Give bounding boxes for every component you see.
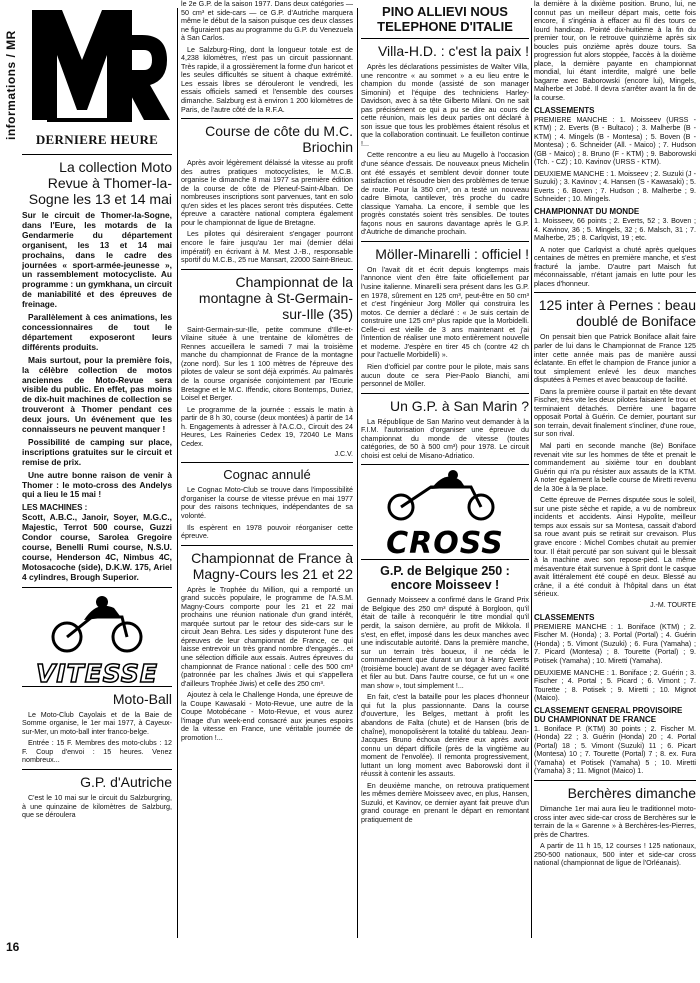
moller-text: On l'avait dit et écrit depuis longtemps mais l'annonce vient d'en être faite officiellement par l'usine italienne. Minarelli sera présent dans les G.P. en 1978, sûrement en 125 cm³, peut-être en 50 cm³ et c'est l'ingénieur Jorg Möller qui construira les motos. Ce dernier a déclaré : « Je suis certain de construire une 125 cm³ plus rapide que la Morbidelli. Celle-ci est vieille de 3 ans maintenant et j'ai l'intention de réaliser une moto entièrement nouvelle et moderne. J'espère en tirer 45 ch (contre 42 ch pour l'actuelle Morbidelli) ». <box>361 265 529 360</box>
vitesse-illustration <box>22 592 172 688</box>
column-1 <box>22 0 172 823</box>
pernes-manche1: PREMIERE MANCHE : 1. Boniface (KTM) ; 2. Fischer M. (Honda) ; 3. Portal (Portal) ; 4. Guérin (Honda) ; 5. Vimont (Suzuki) ; 6. Fura (Yamaha) ; 7. Picard (Montesa) ; 8. Tourette (Portal) ; 9. Potisek (Yamaha) ; 10. Miretti (Yamaha). <box>534 622 696 665</box>
page-number: 16 <box>6 940 20 954</box>
pernes-title: 125 inter à Pernes : beau doublé de Boniface <box>538 297 696 330</box>
collection-title: La collection Moto Revue à Thomer-la-Sogne les 13 et 14 mai <box>28 159 172 207</box>
divider <box>181 269 353 270</box>
column-3 <box>361 0 529 828</box>
magny-text: Ajoutez à cela le Challenge Honda, une épreuve de la Coupe Kawasaki - Moto-Revue, une autre de la Coupe Motobécane - Moto-Revue, et vous aurez l'image d'un week-end consacré aux jeunes espoirs de la vitesse en France, une véritable journée de promotion !... <box>181 691 353 742</box>
sanmarin-text: La République de San Marino veut demander à la F.I.M. l'autorisation d'organiser une épreuve du championnat du monde de vitesse (toutes catégories, de 50 à 500 cm³) pour 1978. Le circuit choisi est celui de Misano-Adriatico. <box>361 417 529 460</box>
belgique-text: Gennady Moisseev a confirmé dans le Grand Prix de Belgique des 250 cm³ disputé à Borgloon, qu'il était de taille à reconquérir le titre mondial qu'il perdit, la saison dernière, au profit de Mikkola. Il s'est, en effet, imposé dans les deux manches avec une indiscutable autorité. Dans la première manche, sur un terrain très boueux, il ne céda le commandement que durant un tour à Harry Everts (troisième boucle) avant de se dégager avec facilité et filer au but. Dans l'autre course, ce fut un « one man show », tout simplement !... <box>361 596 529 690</box>
world-standings: 1. Moisseev, 66 points ; 2. Everts, 52 ; 3. Boven ; 4. Kavinov, 36 ; 5. Mingels, 32 ; 6. Malsch, 31 ; 7. Malherbe, 25 ; 8. Carlqvist, 19 ; etc. <box>534 217 696 243</box>
divider <box>361 241 529 242</box>
autriche-text: Le Salzburg-Ring, dont la longueur totale est de 4,238 kilomètres, n'est pas un circuit passionnant. Très rapide, il a grossièrement la forme d'un haricot et les seules difficultés se situent à chaque extrémité. Les essais libres se dérouleront le vendredi, les essais officiels samedi et l'ensemble des courses dimanche. Salzburg est à environ 1 200 kilomètres de Paris, de l'autre côté de la R.F.A. <box>181 45 353 114</box>
logo-caption: DERNIERE HEURE <box>35 132 159 147</box>
france-standings: 1. Boniface P. (KTM) 30 points ; 2. Fischer M. (Honda) 22 ; 3. Guérin (Honda) 20 ; 4. Portal (Portal) 18 ; 5. Vimont (Suzuki) 11 ; 6. Picart (Montesa) 10 ; 7. Tourette (Portal) 7 ; 8. ex. Fura (Yamaha) et Potisek (Yamaha) 5 ; 10. Miretti (Yamaha) 3 ; 11. Mignot (Maico) 1. <box>534 724 696 776</box>
pernes-manche2: DEUXIEME MANCHE : 1. Boniface ; 2. Guérin ; 3. Fischer ; 4. Portal ; 5. Picard ; 6. Vimont ; 7. Tourette ; 8. Potisek ; 9. Miretti ; 10. Mignot (Maico). <box>534 668 696 703</box>
vitesse-banner: VITESSE <box>36 658 158 688</box>
belgique-title: G.P. de Belgique 250 : encore Moisseev ! <box>380 564 510 593</box>
moller-text: Rien d'officiel par contre pour le pilote, mais sans aucun doute ce sera Pier-Paolo Bianchi, ami personnel de Möller. <box>361 362 529 389</box>
machines-title: LES MACHINES : <box>22 503 88 513</box>
collection-text: Une autre bonne raison de venir à Thomer : le moto-cross des Andelys qui a lieu le 15 mai ! <box>22 469 172 500</box>
section-label-text: informations / MR <box>4 30 18 140</box>
machines-list: Scott, A.B.C., Janoir, Soyer, M.G.C., Majestic, Terrot 500 course, Guzzi Condor course, Sarolea Gregoire course, Benelli Rumi course, N.S.U. course, Henderson 4C, Nimbus 4C, Motosacoche (side), D.K.W. 175, Ariel 4 cylindres, Brough Superior. <box>22 512 172 582</box>
motoball-text: Entrée : 15 F. Membres des moto-clubs : 12 F. Coup d'envoi : 15 heures. Venez nombreux... <box>22 739 172 765</box>
divider <box>181 118 353 119</box>
cross-banner: CROSS <box>386 526 504 562</box>
divider <box>22 154 172 155</box>
collection-lead: Sur le circuit de Thomer-la-Sogne, dans l'Eure, les motards de la Gendarmerie du département organisent, les 13 et 14 mai prochains, dans le cadre des journées « sport-armée-jeunesse », un rassemblement motocycliste. Au programme : un gymkhana, un circuit de maniabilité et des épreuves de freinage. <box>22 210 172 310</box>
belgique-manche1: PREMIERE MANCHE : 1. Moisseev (URSS - KTM) ; 2. Everts (B - Bultaco) ; 3. Malherbe (B - KTM) ; 4. Mingels (B - Montesa) ; 5. Boven (B - Montesa) ; 6. Schneider (All. - Maico) ; 7. Hudson (GB - Maico) ; 8. Bruno (F - KTM) ; 9. Baborowski (Tch. - CZ) ; 10. Kavinov (URSS - KTM). <box>534 115 696 167</box>
villa-text: Cette rencontre a eu lieu au Mugello à l'occasion d'une séance d'essais. De nouveaux pneus Michelin ont été essayés et semblent devoir donner toute satisfaction et résoudre bien des problèmes de tenue de route. Pour la 350 cm³, on a testé un nouveau cadre Bimota, cantilever, très proche du cadre classique Yamaha. La encore, il semble que les progrès constatés soient très sensibles. De toutes façons nous en saurons davantage après le G.P. d'Autriche de dimanche prochain. <box>361 151 529 237</box>
divider <box>361 38 529 39</box>
france-standings-title: CLASSEMENT GENERAL PROVISOIRE DU CHAMPIONNAT DE FRANCE <box>534 705 683 724</box>
magny-title: Championnat de France à Magny-Cours les 21 et 22 <box>191 549 353 582</box>
berchere-title: Berchères dimanche <box>567 785 696 802</box>
pernes-results-title: CLASSEMENTS <box>534 612 595 622</box>
section-label <box>4 20 20 140</box>
berchere-text: Dimanche 1er mai aura lieu le traditionnel moto-cross inter avec side-car cross de Berchères sur le terrain de la « Garenne » à Berchères-les-Pierres, près de Chartres. <box>534 805 696 839</box>
pernes-text: Dans la première course il partait en tête devant Fischer, très vite les deux pilotes faisaient le trou et terminaient détachés. Derrière une bagarre opposait Portal à Guérin. Ce dernier, pourtant sur son terrain, devait finalement s'incliner, d'une roue, sur son rival. <box>534 387 696 439</box>
motoball-text: Le Moto-Club Cayolais et de la Baie de Somme organise, le 1er mai 1977, à Cayeux-sur-Mer, un moto-ball inter franco-belge. <box>22 710 172 736</box>
villa-text: Après les déclarations pessimistes de Walter Villa, une rencontre « au sommet » a eu lieu entre le champion du monde (assisté de son manager Simonini) et l'équipe des techniciens Harley-Davidson, avec à sa tête Gilberto Milani. On ne sait pas précisément ce qui a pu se dire au cours de cette réunion, mais les deux parties ont déclaré à son issue que tous les problèmes étaient résolus et que la collaboration continuait. Le feuilleton continue !... <box>361 63 529 148</box>
column-rule <box>531 8 532 938</box>
montagne-title: Championnat de la montagne à St-Germain-sur-Ille (35) <box>198 273 353 322</box>
collection-text: Possibilité de camping sur place, inscriptions gratuites sur le circuit et remise de prix. <box>22 436 172 467</box>
pernes-signature: J.-M. TOURTE <box>650 601 696 609</box>
belgique-results-title: CLASSEMENTS <box>534 105 595 115</box>
sanmarin-title: Un G.P. à San Marin ? <box>389 397 529 414</box>
magny-text: Après le Trophée du Million, qui a remporté un grand succès populaire, le programme de l'A.S.M. Magny-Cours comporte pour les 21 et 22 mai prochains une réunion nationale d'un grand intérêt, marquée surtout par le retour des side-cars sur le circuit Jean Behra. Les sides y disputeront l'une des épreuves de leur championnat de France, ce qui laisse entrevoir un très grand nombre d'engagés... et une sélection difficile aux essais. Autres épreuves du championnat de France national : celle des 500 cm³ (patronnée par les chaînes Jiwis et qui s'appellera d'ailleurs Trophée Jiwis) et celle des 250 cm³. <box>181 585 353 688</box>
cognac-text: Ils espèrent en 1978 pouvoir réorganiser cette épreuve. <box>181 523 353 541</box>
briochin-text: Après avoir légèrement délaissé la vitesse au profit des autres pratiques motocyclistes, le M.C.B. organise le dimanche 8 mai 1977 sa première édition de la course de côte de Pleneuf-Saint-Alban. De nombreuses inscriptions sont parvenues, tant en solo qu'en sides et les places seront très disputées. Cette épreuve a caractère national comptera également pour le championnat de ligue de Bretagne. <box>181 159 353 227</box>
cognac-title: Cognac annulé <box>223 467 311 483</box>
divider <box>534 292 696 293</box>
briochin-text: Les pilotes qui désireraient s'engager pourront encore le faire jusqu'au 1er mai (dernier délai impératif) en écrivant à M. Mest J.-B., responsable sportif du M.C.B., 25 rue Mansart, 22000 Saint-Brieuc. <box>181 230 353 265</box>
belgique-text: En deuxième manche, on retrouva pratiquement les mêmes derrière Moisseev avec, en plus, Hansen, Suzuki, et Kavinov, ce dernier ayant fait preuve d'un grand courage en prenant le départ en remontant pratiquement de <box>361 781 529 824</box>
column-rule <box>177 8 178 938</box>
berchere-text: A partir de 11 h 15, 12 courses ! 125 nationaux, 250-500 nationaux, 500 inter et side-car cross national (championnat de ligue de l'Orléanais). <box>534 842 696 868</box>
belgique-text: En fait, c'est la bataille pour les places d'honneur qui fut la plus passionnante. Dans la course d'ouverture, les Belges, mettant à profit les abandons de Falta (chute) et de Hansen (bris de chaîne), monopolisèrent la totalité du tableau. Jean-Jacques Bruno échoua derrière eux après avoir connu un départ difficile (près de la vingtième au moment de l'envolée). Il remonta progressivement, luttant un long moment avec Baborowski dont il réussit à contenir les assauts. <box>361 693 529 779</box>
montagne-signature: J.C.V. <box>334 451 353 459</box>
villa-title: Villa-H.D. : c'est la paix ! <box>377 43 529 59</box>
cognac-text: Le Cognac Moto-Club se trouve dans l'impossibilité d'organiser la course de vitesse prévue en mai 1977 pour des raisons techniques, indépendantes de sa volonté. <box>181 486 353 520</box>
divider <box>181 462 353 463</box>
divider <box>361 393 529 394</box>
pernes-text: Mal parti en seconde manche (8e) Boniface revenait vite sur les hommes de tête et prenait le commandement au sixième tour en doublant Guérin qui n'a pu résister aux assauts de la KTM. A noter également la belle course de Miretti revenu de la 30e à la 9e place. <box>534 441 696 493</box>
motorcycle-racer-icon <box>22 592 172 654</box>
divider <box>181 545 353 546</box>
column-rule <box>357 8 358 938</box>
collection-text: Parallèlement à ces animations, les concessionnaires de tout le département exposeront leurs différents produits. <box>22 312 172 352</box>
column-4 <box>534 0 696 871</box>
autriche-text: le 2e G.P. de la saison 1977. Dans deux catégories — 50 cm³ et side-cars — ce G.P. d'Autriche marquera même le début de la saison puisque ces deux classes ne figuraient pas au programme du G.P. du Venezuela à San Carlos. <box>181 0 353 43</box>
motoball-title: Moto-Ball <box>112 690 172 707</box>
belgique-cont-text: la dernière à la dixième position. Bruno, lui, ne connut pas un meilleur départ mais, cette fois encore, il s'ingénia à effacer au fil des tours ce lourd handicap. Pointé dix-huitième à la fin du premier tour, on le retrouve quinzième après six boucles puis onzième après douze tours. Sa progression fut alors stoppée, l'accès à la dixième place, la dernière payante en championnat mondial, lui étant interdite, malgré une belle bagarre avec Baborowski (encore lui), Mingels, Malherbe et Jobé. Il devra s'arrêter avant la fin de la course. <box>534 0 696 103</box>
montagne-text: Saint-Germain-sur-Ille, petite commune d'Ille-et-Vilaine située à une trentaine de kilomètres de Rennes accueillera le samedi 7 mai la troisième manche du championnat de France de la montagne (zone nord). Sur les 1 100 mètres de l'épreuve des pilotes de valeur se sont déjà exprimés. Au palmarès de la course organisée conjointement par l'Ecurie Bretagne et le M.C. Iffendic, citons Bontemps, Duriez, Loisel et Berger. <box>181 325 353 403</box>
divider <box>22 587 172 588</box>
briochin-title: Course de côte du M.C. Briochin <box>205 123 353 156</box>
cross-illustration <box>361 469 529 562</box>
derniere-heure-logo <box>22 0 172 150</box>
pernes-text: Cette épreuve de Pernes disputée sous le soleil, sur une piste sèche et rapide, a vu de nombreux incidents et accidents. Ainsi Hypolite, meilleur temps aux essais sur sa Montesa, cassait d'abord sa roue avant puis se retirait sur crevaison. Plus grave encore : Michel Combes chutait au premier tour. Il était percuté par son suivant qui le blessait à la machine avec son repose-pied. La même mésaventure était survenue à Sprit dont le casque avait littéralement été coupé en deux. Blessé au crâne, il a été conduit à l'hôpital dans un état sérieux. <box>534 496 696 599</box>
allievi-title: PINO ALLIEVI NOUS TELEPHONE D'ITALIE <box>377 4 513 34</box>
pernes-text: On pensait bien que Patrick Boniface allait faire parler de lui dans le Championnat de France 125 inter cette année mais pas de manière aussi éclatante. En effet le champion de France junior a tout simplement enlevé les deux manches disputées à Pernes et avec beaucoup de facilité. <box>534 333 696 385</box>
motocross-rider-icon <box>361 469 529 521</box>
montagne-text: Le programme de la journée : essais le matin à partir de 8 h 30, course (deux montées) à partir de 14 h. Engagements à adresser à l'A.C.O., Circuit des 24 Heures, Les Raineries Cedex 19, 72040 Le Mans Cedex. <box>181 405 353 448</box>
belgique-note: A noter que Carlqvist a chuté après quelques centaines de mètres en première manche, et s'est fracturé la jambe. D'autre part Maisch fut méconnaissable, n'étant jamais en lutte pour les places d'honneur. <box>534 245 696 288</box>
divider <box>534 780 696 781</box>
column-2 <box>181 0 353 745</box>
divider <box>22 769 172 770</box>
world-standings-title: CHAMPIONNAT DU MONDE <box>534 207 640 217</box>
moller-title: Möller-Minarelli : officiel ! <box>375 245 529 262</box>
gp-autriche-text: C'est le 10 mai sur le circuit du Salzburgring, à une quinzaine de kilomètres de Salzburg, que se déroulera <box>22 794 172 820</box>
mr-logo-icon <box>22 0 172 130</box>
collection-text: Mais surtout, pour la première fois, la célèbre collection de motos anciennes de Moto-Revue sera visible du public. En effet, pas moins de dix-huit machines de collection se trouveront à Thomer pendant ces deux jours. Un événement que les connaisseurs ne peuvent manquer ! <box>22 354 172 435</box>
divider <box>361 464 529 465</box>
belgique-manche2: DEUXIEME MANCHE : 1. Moisseev ; 2. Suzuki (J - Suzuki) ; 3. Kavinov ; 4. Hansen (S - Kawasaki) ; 5. Everts ; 6. Boven ; 7. Hudson ; 8. Malherbe ; 9. Schneider ; 10. Mingels. <box>534 169 696 204</box>
gp-autriche-title: G.P. d'Autriche <box>80 774 172 790</box>
